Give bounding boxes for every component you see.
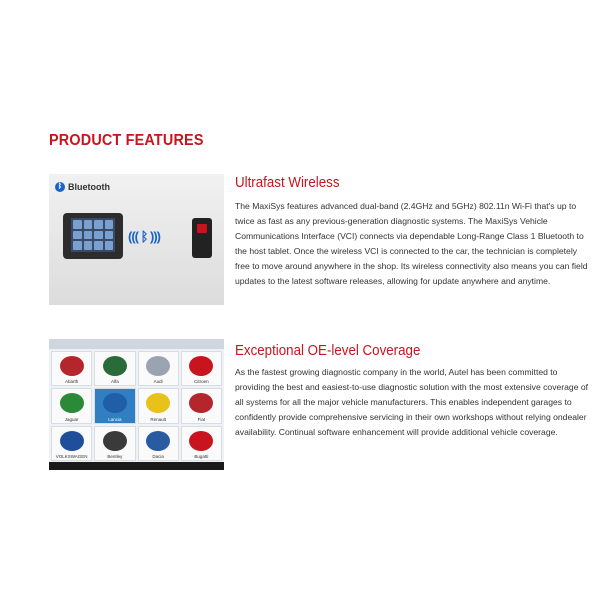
brand-name: Lancia — [108, 416, 122, 422]
bluetooth-label: Bluetooth — [68, 182, 110, 192]
tablet-graphic — [63, 213, 123, 259]
brand-tile[interactable] — [94, 351, 135, 386]
brand-tile[interactable] — [94, 426, 135, 461]
brand-name: Citroen — [194, 379, 209, 385]
page-title: PRODUCT FEATURES — [49, 132, 204, 149]
brand-tile[interactable] — [51, 351, 92, 386]
brand-name: Abarth — [64, 379, 79, 385]
feature-text-coverage: As the fastest growing diagnostic company in the world, Autel has been committed to providing the best and easiest-to-use diagnostic solution with the most extensive coverage of all systems for all the major vehicle manufacturers. This enables independent garages to confidently provide comprehensive servicing in their own workshops without relying ondealer availability. Continual software enhancement will provide additional vehicle coverage. — [235, 367, 589, 437]
brand-logo-icon — [146, 431, 170, 451]
brand-name: VOLKSWAGEN — [55, 453, 88, 459]
brand-logo-icon — [60, 393, 84, 413]
brand-name: Renault — [150, 416, 166, 422]
brand-name: Audi — [153, 379, 163, 385]
brand-logo-icon — [189, 431, 213, 451]
bluetooth-badge — [55, 182, 110, 192]
brand-logo-icon — [146, 393, 170, 413]
brand-tile[interactable] — [181, 426, 222, 461]
vehicle-brand-screenshot — [49, 339, 224, 470]
app-toolbar — [49, 339, 224, 349]
brand-tile[interactable] — [94, 388, 135, 423]
brand-name: Alfa — [110, 379, 119, 385]
android-navbar — [49, 462, 224, 470]
brand-logo-icon — [103, 356, 127, 376]
brand-name: Fiat — [197, 416, 206, 422]
feature-text-wireless: The MaxiSys features advanced dual-band (2.4GHz and 5GHz) 802.11n Wi-Fi that's up to twice as fast as any previous-generation diagnostic systems. The MaxiSys Vehicle Communications Interface (VCI) connects via dependable Long-Range Class 1 Bluetooth to the host tablet. Once the wireless VCI is connected to the car, the technician is completely free to move around anywhere in the shop. Its wireless connectivity also means you can field updates to the latest software releases, allowing for update anywhere and anytime. — [235, 201, 588, 286]
brand-tile[interactable] — [51, 388, 92, 423]
brand-name: Bentley — [107, 453, 123, 459]
brand-logo-icon — [189, 393, 213, 413]
brand-logo-icon — [189, 356, 213, 376]
brand-logo-icon — [103, 431, 127, 451]
brand-logo-icon — [60, 356, 84, 376]
brand-logo-icon — [103, 393, 127, 413]
brand-logo-icon — [146, 356, 170, 376]
brand-grid — [51, 351, 222, 461]
brand-logo-icon — [60, 431, 84, 451]
feature-heading-coverage: Exceptional OE-level Coverage — [235, 343, 421, 359]
brand-tile[interactable] — [181, 388, 222, 423]
brand-name: Jaguar — [64, 416, 79, 422]
bluetooth-icon: ᛒ — [55, 182, 65, 192]
feature-heading-wireless: Ultrafast Wireless — [235, 175, 340, 191]
vci-device-graphic — [192, 218, 212, 258]
wireless-waves-icon: ((( ᛒ ))) — [128, 229, 160, 244]
brand-tile[interactable] — [138, 426, 179, 461]
brand-name: Bugatti — [194, 453, 209, 459]
brand-tile[interactable] — [51, 426, 92, 461]
bluetooth-illustration — [49, 174, 224, 305]
brand-tile[interactable] — [138, 351, 179, 386]
brand-name: Dacia — [152, 453, 164, 459]
brand-tile[interactable] — [181, 351, 222, 386]
brand-tile[interactable] — [138, 388, 179, 423]
